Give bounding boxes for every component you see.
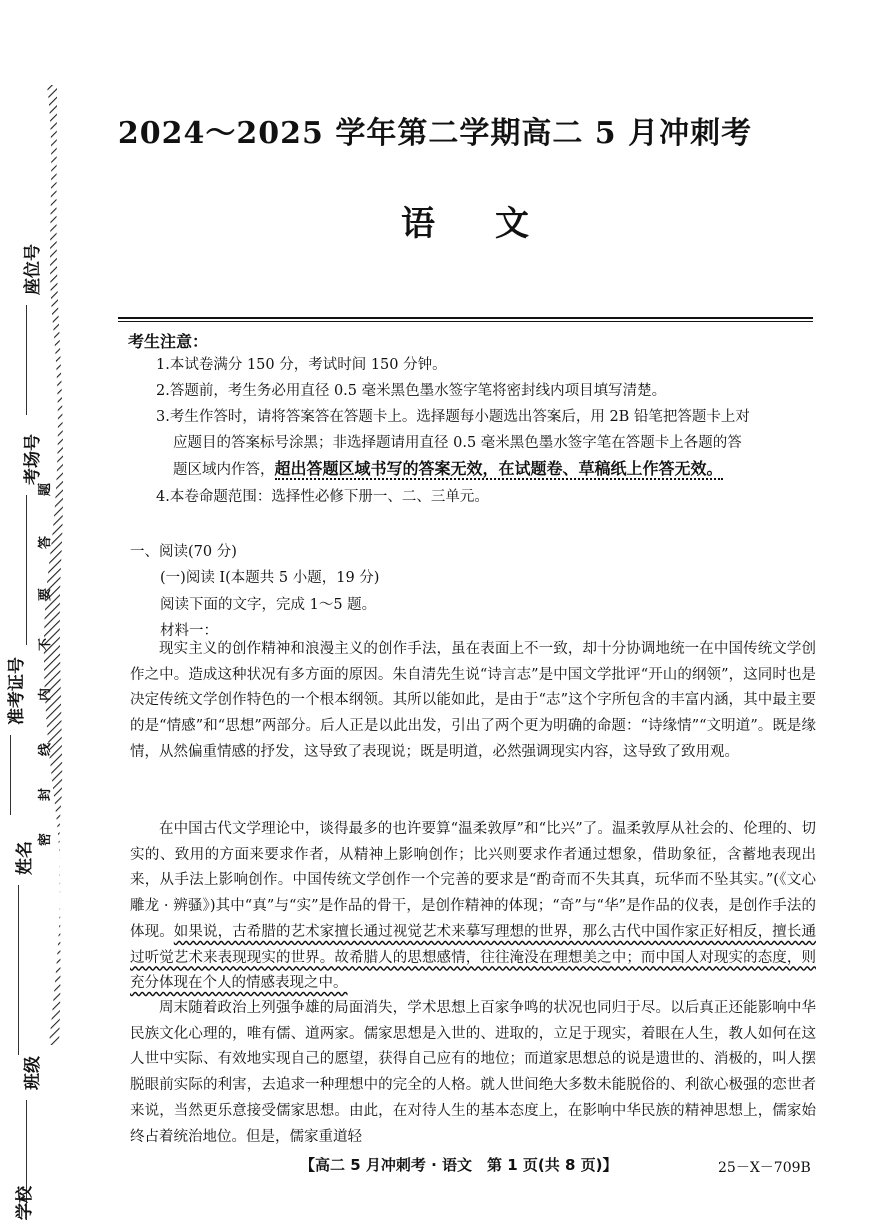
admission-ticket-line	[10, 735, 11, 815]
material-label: 材料一：	[160, 623, 218, 639]
subject-title: 语文	[401, 204, 589, 244]
notice-item-3-plain: 题区域内作答，	[173, 462, 275, 478]
notice-item-4: 4.本卷命题范围：选择性必修下册一、二、三单元。	[156, 489, 489, 505]
paragraph-1: 现实主义的创作精神和浪漫主义的创作手法，虽在表面上不一致，却十分协调地统一在中国传统文学创作之中。造成这种状况有多方面的原因。朱自清先生说“诗言志”是中国文学批评“开山的纲领”，这同时也是决定传统文学创作特色的一个根本纲领。其所以能如此，是由于“志”这个字所包含的丰富内涵，其中最主要的是“情感”和“思想”两部分。后人正是以此出发，引出了两个更为明确的命题：“诗缘情”“文明道”。既是缘情，从然偏重情感的抒发，这导致了表现说；既是明道，必然强调现实内容，这导致了致用观。	[130, 641, 816, 760]
exam-room-label: 考场号	[23, 434, 43, 485]
paragraph-2	[130, 817, 816, 997]
class-label: 班级	[23, 1056, 43, 1090]
paragraph-2-text: 在中国古代文学理论中，谈得最多的也许要算“温柔敦厚”和“比兴”了。温柔敦厚从社会的、伦理的、切实的、致用的方面来要求作者，从精神上影响创作；比兴则要求作者通过想象，借助象征，含蓄地表现出来，从手法上影响创作。中国传统文学创作一个完善的要求是“酌奇而不失其真，玩华而不坠其实。”(《文心雕龙 · 辨骚》)其中“真”与“实”是作品的骨干，是创作精神的体现；“奇”与“华”是作品的仪表，是创作手法的体现。	[130, 821, 816, 940]
seat-number-label: 座位号	[23, 244, 43, 295]
seat-number-line	[26, 305, 27, 415]
seal-char: 内	[38, 687, 54, 702]
school-label: 学校	[15, 1186, 35, 1220]
notice-item-3-line-1: 3.考生作答时，请将答案答在答题卡上。选择题每小题选出答案后，用 2B 铅笔把答题卡上对	[156, 409, 750, 425]
paper-code: 25－X－709B	[718, 1160, 811, 1176]
notice-item-3-line-3	[173, 456, 818, 483]
part-heading: (一)阅读 Ⅰ(本题共 5 小题，19 分)	[160, 570, 380, 586]
notice-heading: 考生注意：	[128, 332, 209, 351]
admission-ticket-label: 准考证号	[7, 657, 27, 725]
seal-char: 封	[38, 787, 54, 802]
section-heading: 一、阅读(70 分)	[130, 544, 237, 560]
seal-char: 题	[38, 482, 54, 497]
paragraph-3: 周末随着政治上列强争雄的局面消失，学术思想上百家争鸣的状况也同归于尽。以后真正还能影响中华民族文化心理的，唯有儒、道两家。儒家思想是入世的、进取的，立足于现实，着眼在人生，教人如何在这人世中实际、有效地实现自己的愿望，获得自己应有的地位；而道家思想总的说是遗世的、消极的，叫人摆脱眼前实际的利害，去追求一种理想中的完全的人格。就人世间绝大多数未能脱俗的、利欲心极强的恋世者来说，当然更乐意接受儒家思想。由此，在对待人生的基本态度上，在影响中华民族的精神思想上，儒家始终占着统治地位。但是，儒家重道轻	[130, 1000, 816, 1145]
page-footer: 【高二 5 月冲刺考 · 语文 第 1 页(共 8 页)】	[300, 1156, 618, 1174]
notice-item-2: 2.答题前，考生务必用直径 0.5 毫米黑色墨水签字笔将密封线内项目填写清楚。	[156, 383, 667, 399]
exam-room-line	[26, 495, 27, 645]
instruction: 阅读下面的文字，完成 1～5 题。	[160, 597, 377, 613]
paragraph-2-underlined: 如果说，古希腊的艺术家擅长通过视觉艺术来摹写理想的世界，那么古代中国作家正好相反，擅长通过听觉艺术来表现现实的世界。故希腊人的思想感情，往往淹没在理想美之中；而中国人对现实的态度，则充分体现在个人的情感表现之中。	[130, 923, 816, 992]
seal-char: 答	[38, 535, 54, 550]
notice-item-1: 1.本试卷满分 150 分，考试时间 150 分钟。	[156, 357, 447, 373]
name-line	[18, 885, 19, 1055]
exam-title: 2024～2025 学年第二学期高二 5 月冲刺考	[117, 116, 753, 151]
seal-char: 密	[38, 832, 54, 847]
seal-char: 要	[38, 587, 54, 602]
notice-item-3-emphasis: 超出答题区域书写的答案无效，在试题卷、草稿纸上作答无效。	[274, 459, 723, 478]
binding-margin	[0, 85, 70, 1230]
notice-item-3-line-2: 应题目的答案标号涂黑；非选择题请用直径 0.5 毫米黑色墨水签字笔在答题卡上各题的答	[173, 435, 742, 451]
header-rule-thin	[118, 321, 813, 322]
seal-char: 不	[38, 637, 54, 652]
name-label: 姓名	[15, 841, 35, 875]
seal-char: 线	[38, 742, 54, 757]
header-rule	[118, 317, 813, 319]
